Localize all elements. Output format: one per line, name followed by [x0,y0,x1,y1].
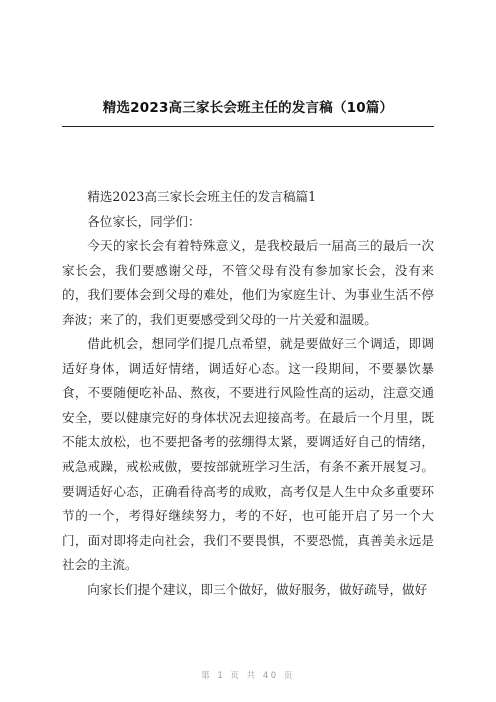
title-divider [62,126,434,127]
section-heading: 精选2023高三家长会班主任的发言稿篇1 [87,189,317,204]
document-title: 精选2023高三家长会班主任的发言稿（10篇） [102,100,394,116]
body-paragraph: 向家长们提个建议，即三个做好，做好服务，做好疏导，做好 [87,581,428,597]
page-number-footer: 第 1 页 共 40 页 [201,671,295,681]
salutation-paragraph: 各位家长，同学们： [87,213,201,229]
document-body [62,185,434,602]
body-paragraph: 借此机会，想同学们提几点希望，就是要做好三个调适，即调适好身体，调适好情绪，调适好心态。这一段期间，不要暴饮暴食，不要随便吃补品、熬夜，不要进行风险性高的运动，注意交通安全，要以健康完好的身体状况去迎接高考。在最后一个月里，既不能太放松，也不要把备考的弦绷得太紧，要调适好自己的情绪，戒急戒躁，戒松戒傲，要按部就班学习生活，有条不紊开展复习。要调适好心态，正确看待高考的成败，高考仅是人生中众多重要环节的一个，考得好继续努力，考的不好，也可能开启了另一个大门，面对即将走向社会，我们不要畏惧，不要恐慌，真善美永远是社会的主流。 [62,336,434,573]
body-paragraph: 今天的家长会有着特殊意义，是我校最后一届高三的最后一次家长会，我们要感谢父母，不管父母有没有参加家长会，没有来的，我们要体会到父母的难处，他们为家庭生计、为事业生活不停奔波；来了的，我们更要感受到父母的一片关爱和温暖。 [62,238,434,327]
